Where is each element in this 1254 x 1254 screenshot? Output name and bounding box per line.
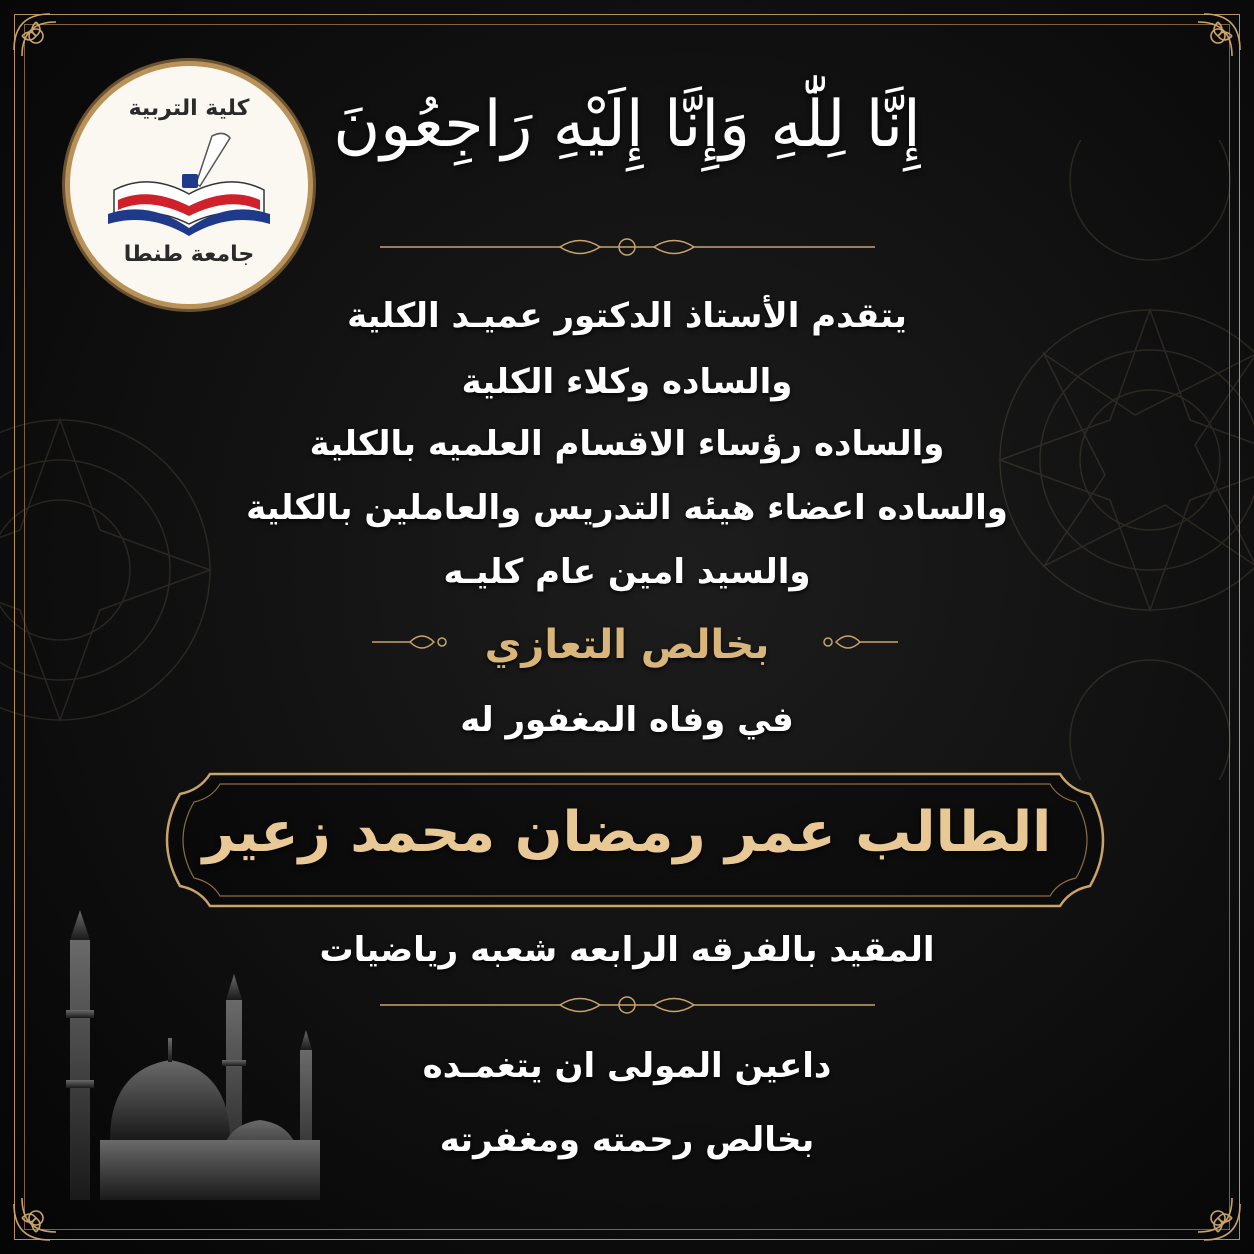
sender-line: والساده رؤساء الاقسام العلميه بالكلية — [309, 424, 945, 464]
condolence-text: بخالص التعازي — [484, 622, 770, 668]
quran-verse-heading: إِنَّا لِلّٰهِ وَإِنَّا إِلَيْهِ رَاجِعُونَ — [333, 88, 921, 162]
flourish-right-icon — [820, 630, 900, 654]
deceased-name: الطالب عمر رمضان محمد زعير — [202, 800, 1052, 865]
sender-line: والسيد امين عام كليـه — [443, 552, 811, 592]
sender-line: والساده اعضاء هيئه التدريس والعاملين بالكلية — [246, 488, 1008, 528]
prayer-line: بخالص رحمته ومغفرته — [439, 1120, 815, 1160]
corner-ornament-icon — [10, 10, 80, 80]
corner-ornament-icon — [1174, 1174, 1244, 1244]
ornamental-divider — [0, 232, 1254, 262]
sender-line: يتقدم الأستاذ الدكتور عميـد الكلية — [347, 296, 907, 336]
logo-top-text: كلية التربية — [128, 96, 250, 121]
prayer-line: داعين المولى ان يتغمـده — [422, 1046, 832, 1086]
deceased-intro: في وفاه المغفور له — [460, 700, 794, 740]
mosque-silhouette-icon — [30, 900, 350, 1200]
corner-ornament-icon — [1174, 10, 1244, 80]
logo-bottom-text: جامعة طنطا — [123, 242, 255, 267]
deceased-detail: المقيد بالفرقه الرابعه شعبه رياضيات — [319, 930, 935, 970]
sender-line: والساده وكلاء الكلية — [461, 362, 793, 402]
